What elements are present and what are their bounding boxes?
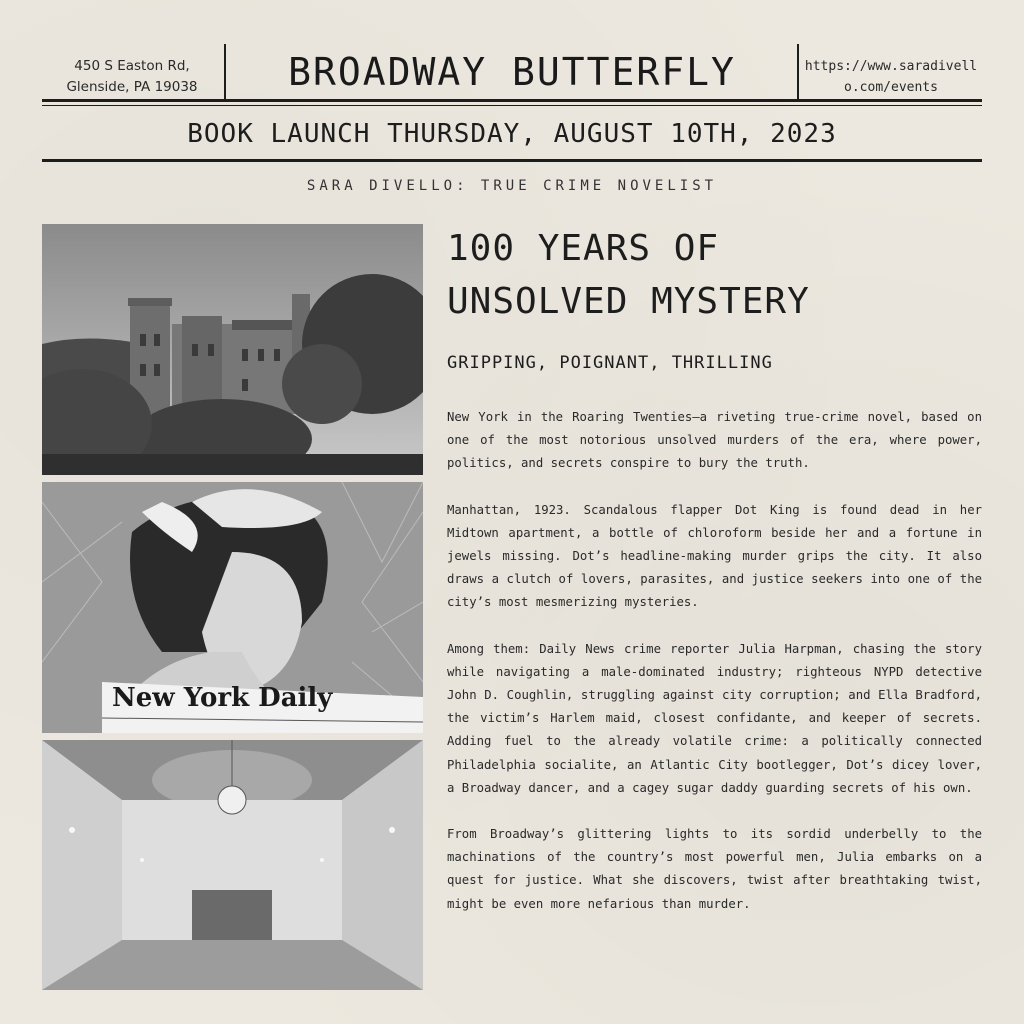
newspaper-banner-text: New York Daily: [112, 683, 333, 713]
article-paragraph: Among them: Daily News crime reporter Julia Harpman, chasing the story while navigating a male-dominated industry; righteous NYPD detective John D. Coughlin, struggling against city corruption; and Ella Bradford, the victim’s Harlem maid, closest confidante, and keeper of secrets. Adding fuel to the already volatile crime: a politically connected Philadelphia socialite, an Atlantic City bootlegger, Dot’s dicey lover, a Broadway dancer, and a cagey sugar daddy guarding secrets of his own.: [447, 641, 982, 795]
author-byline: SARA DIVELLO: TRUE CRIME NOVELIST: [306, 178, 718, 194]
address-line-1: 450 S Easton Rd,: [74, 58, 190, 74]
masthead-rule-thin: [42, 105, 982, 106]
article-paragraph: From Broadway’s glittering lights to its sordid underbelly to the machinations of the country’s most powerful men, Julia embarks on a quest for justice. What she discovers, twist after breathtaking twist, might be even more nefarious than murder.: [447, 827, 982, 911]
masthead-divider-right: [797, 44, 799, 99]
launch-rule: [42, 159, 982, 162]
castle-photo: [42, 224, 423, 475]
flapper-portrait: [42, 482, 423, 733]
address-line-2: Glenside, PA 19038: [66, 79, 198, 95]
venue-address: [42, 56, 222, 98]
article-headline: [447, 222, 987, 328]
article-body: [447, 406, 982, 939]
launch-date-banner: BOOK LAUNCH THURSDAY, AUGUST 10TH, 2023: [187, 119, 837, 149]
article-subhead: GRIPPING, POIGNANT, THRILLING: [447, 353, 773, 373]
ballroom-photo: [42, 740, 423, 990]
article-paragraph: Manhattan, 1923. Scandalous flapper Dot King is found dead in her Midtown apartment, a bottle of chloroform beside her and a fortune in jewels missing. Dot’s headline-making murder grips the city. It also draws a clutch of lovers, parasites, and justice seekers into one of the city’s most mesmerizing mysteries.: [447, 502, 982, 610]
masthead-title: BROADWAY BUTTERFLY: [288, 50, 736, 94]
headline-line-1: 100 YEARS OF: [447, 228, 720, 269]
events-url[interactable]: https://www.saradivello.com/events: [804, 59, 978, 95]
article-paragraph: New York in the Roaring Twenties—a riveting true-crime novel, based on one of the most notorious unsolved murders of the era, where power, politics, and secrets conspire to bury the truth.: [447, 410, 982, 471]
masthead-rule-thick: [42, 99, 982, 102]
masthead-divider-left: [224, 44, 226, 99]
headline-line-2: UNSOLVED MYSTERY: [447, 281, 810, 322]
